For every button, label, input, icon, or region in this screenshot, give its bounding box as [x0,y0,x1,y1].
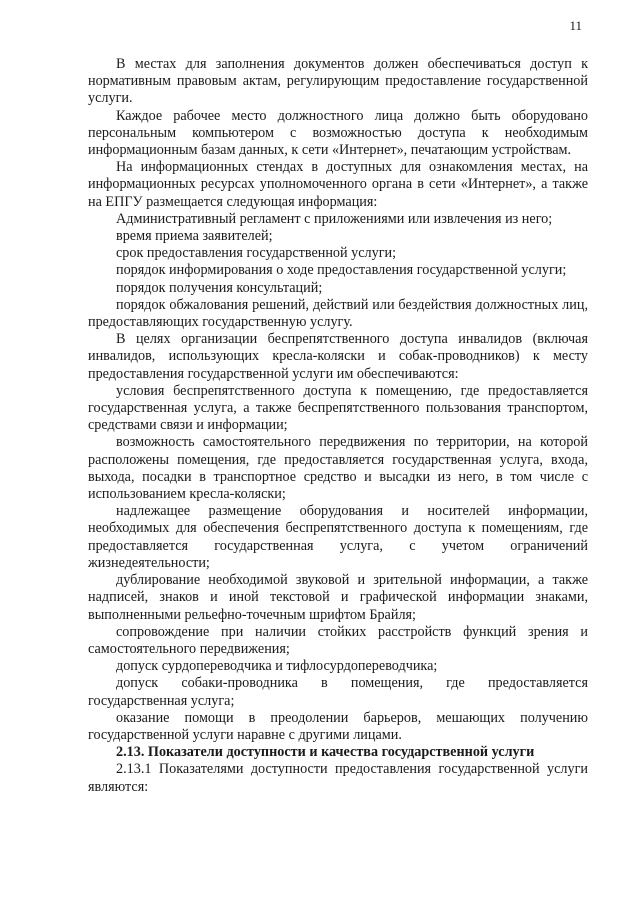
paragraph-documents-access: В местах для заполнения документов должен обеспечиваться доступ к нормативным правовым актам, регулирующим предоставление государственной услуги. [88,56,588,107]
list-item-informing-order: порядок информирования о ходе предоставления государственной услуги; [116,262,567,279]
list-item-reception-time: время приема заявителей; [116,228,273,245]
list-item-appeal-order: порядок обжалования решений, действий или бездействия должностных лиц, предоставляющих государственную услугу. [88,296,588,331]
list-item-equipment: надлежащее размещение оборудования и носителей информации, необходимых для обеспечения беспрепятственного доступа к помещениям, где предоставляется государственная услуга, с учетом ограничений жизнедеятельности; [88,503,588,571]
list-item-accompaniment: сопровождение при наличии стойких расстройств функций зрения и самостоятельного передвижения; [88,623,588,657]
section-paragraph: 2.13.1 Показателями доступности предоставления государственной услуги являются: [88,761,588,795]
list-item-barrier-help: оказание помощи в преодолении барьеров, мешающих получению государственной услуги наравне с другими лицами. [88,709,588,743]
list-item-movement: возможность самостоятельного передвижения по территории, на которой расположены помещения, где предоставляется государственная услуга, входа, выхода, посадки в транспортное средство и высадки из него, в том числе с использованием кресла-коляски; [88,434,588,503]
list-item-access-conditions: условия беспрепятственного доступа к помещению, где предоставляется государственная услуга, а также беспрепятственного пользования транспортом, средствами связи и информации; [88,382,588,434]
paragraph-disabled-access: В целях организации беспрепятственного доступа инвалидов (включая инвалидов, использующих кресла-коляски и собак-проводников) к месту предоставления государственной услуги им обеспечиваются: [88,331,588,382]
section-heading: 2.13. Показатели доступности и качества государственной услуги [116,744,535,761]
list-item-guide-dog: допуск собаки-проводника в помещения, где предоставляется государственная услуга; [88,675,588,709]
list-item-sign-interpreter: допуск сурдопереводчика и тифлосурдопереводчика; [116,658,438,675]
paragraph-info-stands: На информационных стендах в доступных для ознакомления местах, на информационных ресурсах уполномоченного органа в сети «Интернет», а также на ЕПГУ размещается следующая информация: [88,159,588,210]
list-item-regulation: Административный регламент с приложениями или извлечения из него; [116,210,553,227]
list-item-service-term: срок предоставления государственной услуги; [116,245,397,262]
list-item-braille: дублирование необходимой звуковой и зрительной информации, а также надписей, знаков и иной текстовой и графической информации знаками, выполненными рельефно-точечным шрифтом Брайля; [88,572,588,623]
list-item-consultations: порядок получения консультаций; [116,279,323,296]
document-body [88,56,588,796]
paragraph-workplace: Каждое рабочее место должностного лица должно быть оборудовано персональным компьютером с возможностью доступа к необходимым информационным базам данных, к сети «Интернет», печатающим устройствам. [88,107,588,159]
page-number: 11 [569,18,582,33]
